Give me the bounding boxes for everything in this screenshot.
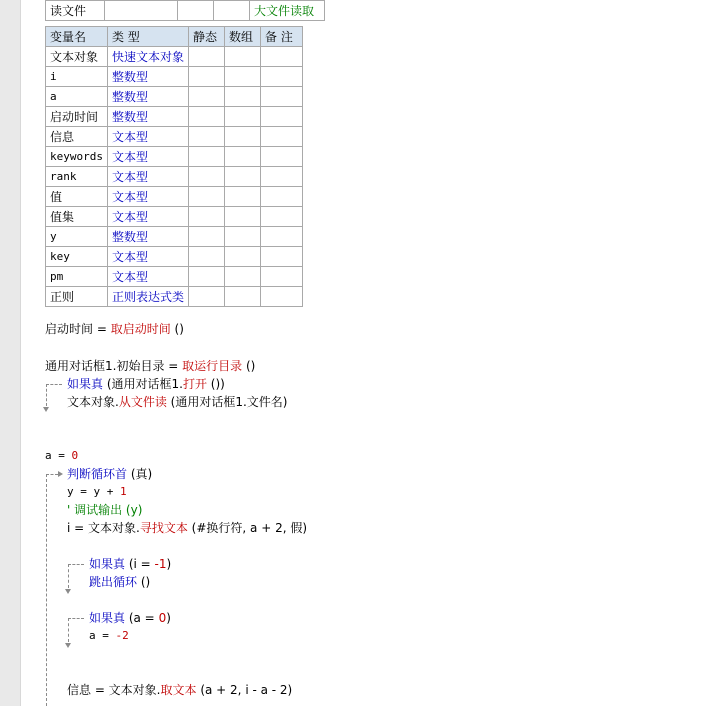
flow-arrow-right-icon [58,471,63,477]
table-row [46,67,303,87]
table-row [46,187,303,207]
var-name[interactable]: pm [46,267,108,287]
flow-arrow-down-icon [43,407,49,412]
code-token: 取启动时间 [110,322,171,336]
code-token: i = 文本对象. [67,521,140,535]
var-array[interactable] [225,167,261,187]
code-token: a [45,449,52,462]
var-type[interactable]: 文本型 [107,127,188,147]
code-token: -1 [154,557,167,571]
flow-guide [46,384,62,385]
code-token: 判断循环首 [67,467,128,481]
code-token: 跳出循环 [89,575,138,589]
var-type[interactable]: 文本型 [107,167,188,187]
code-token: (#换行符, a + 2, 假) [187,521,308,535]
sub-return-type[interactable] [105,1,178,21]
code-token: 取运行目录 [182,359,243,373]
var-note[interactable] [261,227,303,247]
flow-guide [68,618,84,619]
var-static[interactable] [189,207,225,227]
var-type[interactable]: 整数型 [107,67,188,87]
var-array[interactable] [225,127,261,147]
code-token: 文本对象. [67,395,119,409]
var-array[interactable] [225,67,261,87]
var-array[interactable] [225,87,261,107]
code-token: 0 [158,611,167,625]
var-note[interactable] [261,207,303,227]
flow-guide [68,564,69,588]
var-name[interactable]: 正则 [46,287,108,307]
var-static[interactable] [189,267,225,287]
code-token: = [164,359,183,373]
code-token: (i = [125,557,155,571]
code-token: 启动时间 [45,322,94,336]
var-name[interactable]: 值集 [46,207,108,227]
var-name[interactable]: 值 [46,187,108,207]
loop-guide [46,474,47,706]
table-row [46,147,303,167]
code-line-6[interactable] [67,466,152,482]
code-line-4[interactable] [67,394,287,410]
var-array[interactable] [225,267,261,287]
var-note[interactable] [261,47,303,67]
var-static[interactable] [189,247,225,267]
var-static[interactable] [189,287,225,307]
var-static[interactable] [189,227,225,247]
table-row [46,47,303,67]
code-token: (a + 2, i - a - 2) [196,683,293,697]
variable-table [45,26,303,307]
code-line-7[interactable] [67,484,127,500]
var-static[interactable] [189,167,225,187]
code-token: ()) [206,377,225,391]
sub-note[interactable]: 大文件读取 [250,1,325,21]
sub-name[interactable]: 读文件 [46,1,105,21]
var-array[interactable] [225,107,261,127]
var-static[interactable] [189,187,225,207]
code-token: ) [166,557,172,571]
var-type[interactable]: 整数型 [107,87,188,107]
var-array[interactable] [225,147,261,167]
table-row [46,287,303,307]
table-row [46,167,303,187]
var-type[interactable]: 文本型 [107,267,188,287]
code-token: () [242,359,256,373]
code-token: 如果真 [67,377,104,391]
var-name[interactable]: a [46,87,108,107]
code-token: 寻找文本 [139,521,188,535]
var-static[interactable] [189,147,225,167]
table-row [46,247,303,267]
var-name[interactable]: 启动时间 [46,107,108,127]
var-array[interactable] [225,187,261,207]
table-row [46,87,303,107]
flow-guide [46,384,47,406]
var-static[interactable] [189,67,225,87]
header-type: 类 型 [107,27,188,47]
var-note[interactable] [261,67,303,87]
code-token: () [137,575,151,589]
var-note[interactable] [261,147,303,167]
var-type[interactable]: 文本型 [107,187,188,207]
code-line-5[interactable] [45,448,78,464]
table-row [46,267,303,287]
flow-guide [68,618,69,642]
code-line-9[interactable] [67,520,307,536]
code-line-2[interactable] [45,358,255,374]
sub-header-table [45,0,325,21]
var-type[interactable]: 文本型 [107,247,188,267]
code-token: 通用对话框1.初始目录 [45,359,165,373]
code-token: 打开 [182,377,207,391]
sub-static[interactable] [214,1,250,21]
table-row [46,127,303,147]
code-token: 信息 = 文本对象. [67,683,161,697]
code-token: = [51,449,72,462]
var-note[interactable] [261,127,303,147]
var-name[interactable]: 信息 [46,127,108,147]
flow-guide [46,474,58,475]
var-static[interactable] [189,127,225,147]
var-name[interactable]: keywords [46,147,108,167]
var-note[interactable] [261,187,303,207]
var-type[interactable]: 文本型 [107,207,188,227]
var-name[interactable]: 文本对象 [46,47,108,67]
var-static[interactable] [189,47,225,67]
flow-arrow-down-icon [65,589,71,594]
var-type[interactable]: 文本型 [107,147,188,167]
table-row [46,107,303,127]
var-type[interactable]: 整数型 [107,227,188,247]
code-line-1[interactable] [45,321,184,337]
code-line-10[interactable] [89,556,171,572]
var-type[interactable]: 整数型 [107,107,188,127]
var-array[interactable] [225,227,261,247]
var-name[interactable]: y [46,227,108,247]
var-static[interactable] [189,107,225,127]
var-array[interactable] [225,47,261,67]
code-token: a = [89,629,116,642]
var-array[interactable] [225,247,261,267]
var-array[interactable] [225,287,261,307]
code-line-8[interactable] [67,502,142,518]
var-note[interactable] [261,107,303,127]
var-static[interactable] [189,87,225,107]
code-token: 0 [71,449,79,462]
header-note: 备 注 [261,27,303,47]
var-array[interactable] [225,207,261,227]
var-type[interactable]: 正则表达式类 [107,287,188,307]
var-name[interactable]: rank [46,167,108,187]
code-line-3[interactable] [67,376,225,392]
variable-table-header [46,27,303,47]
var-note[interactable] [261,87,303,107]
table-row [46,227,303,247]
code-token: 如果真 [89,557,126,571]
header-array: 数组 [225,27,261,47]
code-line-14[interactable] [67,682,292,698]
code-line-11[interactable] [89,574,150,590]
var-type[interactable]: 快速文本对象 [107,47,188,67]
code-token: (通用对话框1.文件名) [166,395,288,409]
code-token: 如果真 [89,611,126,625]
var-note[interactable] [261,247,303,267]
var-name[interactable]: key [46,247,108,267]
code-token: -2 [115,629,129,642]
var-name[interactable]: i [46,67,108,87]
code-token: ) [166,611,171,625]
code-token: (a = [125,611,159,625]
code-token: y = y + [67,485,120,498]
var-note[interactable] [261,287,303,307]
header-name: 变量名 [46,27,108,47]
code-token: (真) [127,467,153,481]
code-token: 1 [119,485,127,498]
flow-arrow-down-icon [65,643,71,648]
header-static: 静态 [189,27,225,47]
code-token: = [93,322,111,336]
code-line-13[interactable] [89,628,129,644]
var-note[interactable] [261,267,303,287]
var-note[interactable] [261,167,303,187]
code-line-12[interactable] [89,610,171,626]
flow-guide [68,564,84,565]
left-gutter [0,0,21,706]
table-row [46,207,303,227]
code-token: 从文件读 [118,395,167,409]
code-comment: ' 调试输出 (y) [67,503,143,517]
code-token: (通用对话框1. [103,377,183,391]
sub-public[interactable] [178,1,214,21]
code-token: 取文本 [160,683,197,697]
code-token: () [170,322,184,336]
